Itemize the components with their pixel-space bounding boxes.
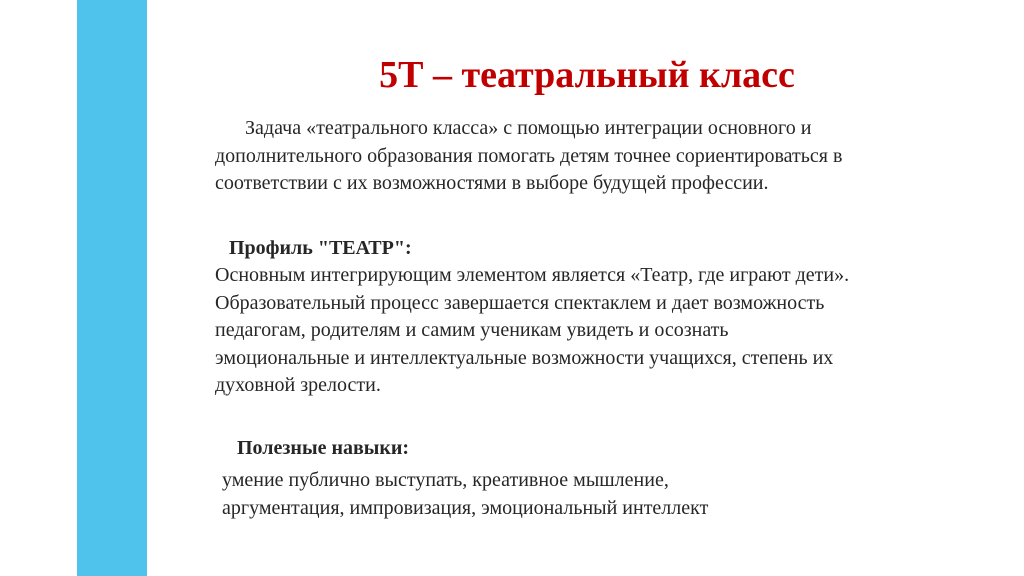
task-paragraph bbox=[215, 115, 995, 198]
task-line: Задача «театрального класса» с помощью интеграции основного и bbox=[245, 117, 812, 139]
task-line: дополнительного образования помогать детям точнее сориентироваться в bbox=[215, 144, 843, 167]
profile-line: Образовательный процесс завершается спектаклем и дает возможность bbox=[215, 291, 825, 314]
profile-line: эмоциональные и интеллектуальные возможности учащихся, степень их bbox=[215, 346, 834, 369]
profile-line: Основным интегрирующим элементом является «Театр, где играют дети». bbox=[215, 264, 850, 286]
skills-heading: Полезные навыки: bbox=[237, 437, 410, 459]
accent-bar bbox=[77, 0, 147, 576]
skills-line: аргументация, импровизация, эмоциональный интеллект bbox=[222, 496, 709, 519]
skills-paragraph bbox=[222, 467, 1002, 522]
skills-line: умение публично выступать, креативное мышление, bbox=[222, 469, 669, 491]
slide-title: 5Т – театральный класс bbox=[379, 54, 795, 96]
profile-line: педагогам, родителям и самим ученикам увидеть и осознать bbox=[215, 319, 729, 341]
task-line: соответствии с их возможностями в выборе будущей профессии. bbox=[215, 172, 769, 194]
profile-heading: Профиль "ТЕАТР": bbox=[229, 237, 412, 259]
profile-line: духовной зрелости. bbox=[215, 374, 381, 396]
profile-paragraph bbox=[215, 262, 995, 400]
